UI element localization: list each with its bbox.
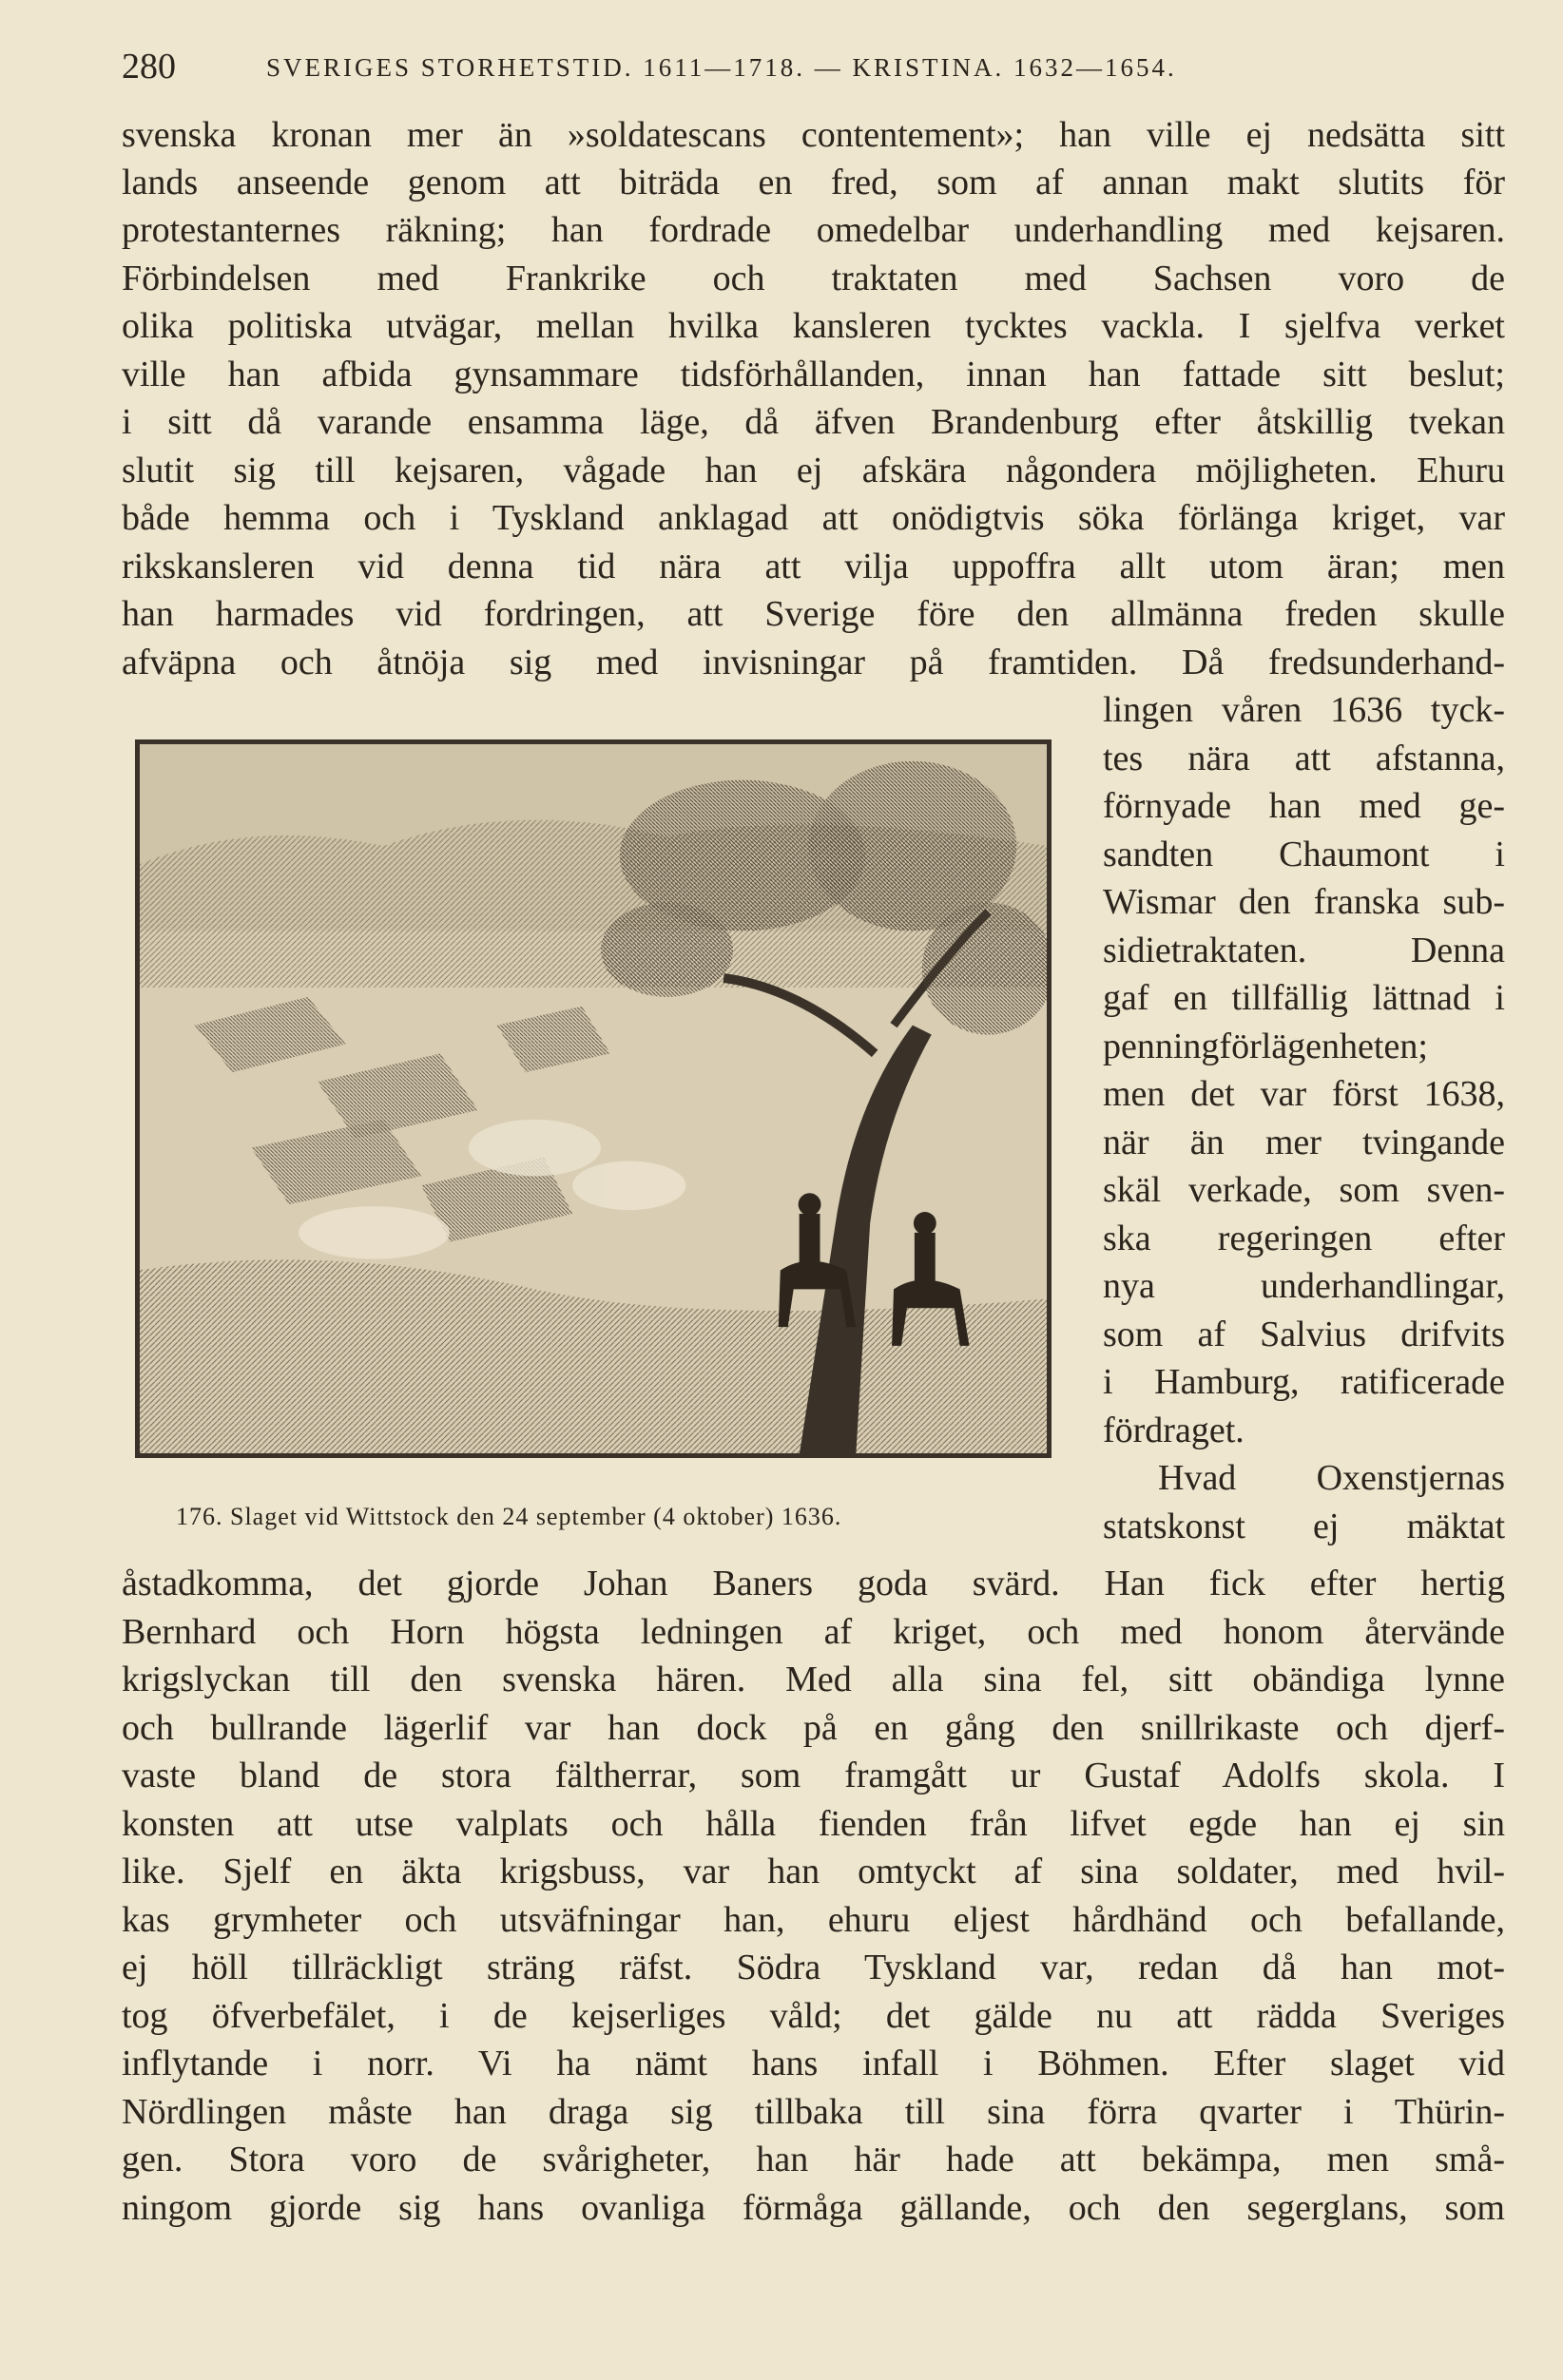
battle-engraving: [135, 739, 1052, 1458]
body-line: han harmades vid fordringen, att Sverige före den allmänna freden skulle: [122, 594, 1505, 634]
engraving-illustration: [138, 742, 1049, 1455]
body-line: protestanternes räkning; han fordrade omedelbar underhandling med kejsaren.: [122, 210, 1505, 250]
page-header: [122, 46, 1510, 87]
body-line: i sitt då varande ensamma läge, då äfven Brandenburg efter åtskillig tvekan: [122, 402, 1505, 442]
page-number: 280: [122, 47, 176, 86]
side-line: ska regeringen efter: [1103, 1219, 1505, 1258]
side-line: Wismar den franska sub-: [1103, 882, 1505, 922]
body-line: slutit sig till kejsaren, vågade han ej afskära någondera möjligheten. Ehuru: [122, 451, 1505, 490]
side-line: fördraget.: [1103, 1411, 1245, 1450]
body-line: och bullrande lägerlif var han dock på en gång den snillrikaste och djerf-: [122, 1708, 1505, 1748]
body-line: Bernhard och Horn högsta ledningen af kriget, och med honom återvände: [122, 1612, 1505, 1652]
body-line: lands anseende genom att biträda en fred, som af annan makt slutits för: [122, 163, 1505, 202]
body-line: ej höll tillräckligt sträng räfst. Södra Tyskland var, redan då han mot-: [122, 1948, 1505, 1987]
side-line: men det var först 1638,: [1103, 1074, 1505, 1114]
side-line: lingen våren 1636 tyck-: [1103, 690, 1505, 730]
body-line: både hemma och i Tyskland anklagad att onödigtvis söka förlänga kriget, var: [122, 498, 1505, 538]
side-line: gaf en tillfällig lättnad i: [1103, 978, 1505, 1018]
side-line: tes nära att afstanna,: [1103, 739, 1505, 778]
body-line: like. Sjelf en äkta krigsbuss, var han omtyckt af sina soldater, med hvil-: [122, 1852, 1505, 1891]
body-line: ningom gjorde sig hans ovanliga förmåga gällande, och den segerglans, som: [122, 2188, 1505, 2228]
body-line: krigslyckan till den svenska hären. Med alla sina fel, sitt obändiga lynne: [122, 1660, 1505, 1699]
body-line: åstadkomma, det gjorde Johan Baners goda svärd. Han fick efter hertig: [122, 1564, 1505, 1603]
side-line: när än mer tvingande: [1103, 1123, 1505, 1162]
body-line: ville han afbida gynsammare tidsförhållanden, innan han fattade sitt beslut;: [122, 355, 1505, 394]
figure-caption: 176. Slaget vid Wittstock den 24 september (4 oktober) 1636.: [176, 1503, 842, 1530]
side-line: i Hamburg, ratificerade: [1103, 1362, 1505, 1402]
side-line: skäl verkade, som sven-: [1103, 1170, 1505, 1210]
side-line: Hvad Oxenstjernas: [1158, 1458, 1505, 1498]
body-line: Nördlingen måste han draga sig tillbaka till sina förra qvarter i Thürin-: [122, 2092, 1505, 2132]
side-line: statskonst ej mäktat: [1103, 1507, 1505, 1546]
side-line: sidietraktaten. Denna: [1103, 931, 1505, 970]
side-line: sandten Chaumont i: [1103, 835, 1505, 874]
side-line: som af Salvius drifvits: [1103, 1315, 1505, 1354]
side-line: penningförlägenheten;: [1103, 1027, 1428, 1066]
body-line: inflytande i norr. Vi ha nämt hans infall i Böhmen. Efter slaget vid: [122, 2044, 1505, 2083]
body-line: olika politiska utvägar, mellan hvilka kansleren tycktes vackla. I sjelfva verket: [122, 306, 1505, 346]
body-line: vaste bland de stora fältherrar, som framgått ur Gustaf Adolfs skola. I: [122, 1756, 1505, 1795]
body-line: gen. Stora voro de svårigheter, han här hade att bekämpa, men små-: [122, 2140, 1505, 2179]
body-line: svenska kronan mer än »soldatescans contentement»; han ville ej nedsätta sitt: [122, 115, 1505, 155]
body-line: Förbindelsen med Frankrike och traktaten med Sachsen voro de: [122, 259, 1505, 298]
body-line: tog öfverbefälet, i de kejserliges våld; det gälde nu att rädda Sveriges: [122, 1996, 1505, 2036]
body-line: rikskansleren vid denna tid nära att vilja uppoffra allt utom äran; men: [122, 547, 1505, 586]
side-line: nya underhandlingar,: [1103, 1266, 1505, 1306]
body-line: kas grymheter och utsväfningar han, ehuru eljest hårdhänd och befallande,: [122, 1900, 1505, 1940]
body-line: afväpna och åtnöja sig med invisningar på framtiden. Då fredsunderhand-: [122, 643, 1505, 682]
side-line: förnyade han med ge-: [1103, 786, 1505, 826]
running-title: SVERIGES STORHETSTID. 1611—1718. — KRISTINA. 1632—1654.: [266, 53, 1177, 82]
body-line: konsten att utse valplats och hålla fienden från lifvet egde han ej sin: [122, 1804, 1505, 1844]
